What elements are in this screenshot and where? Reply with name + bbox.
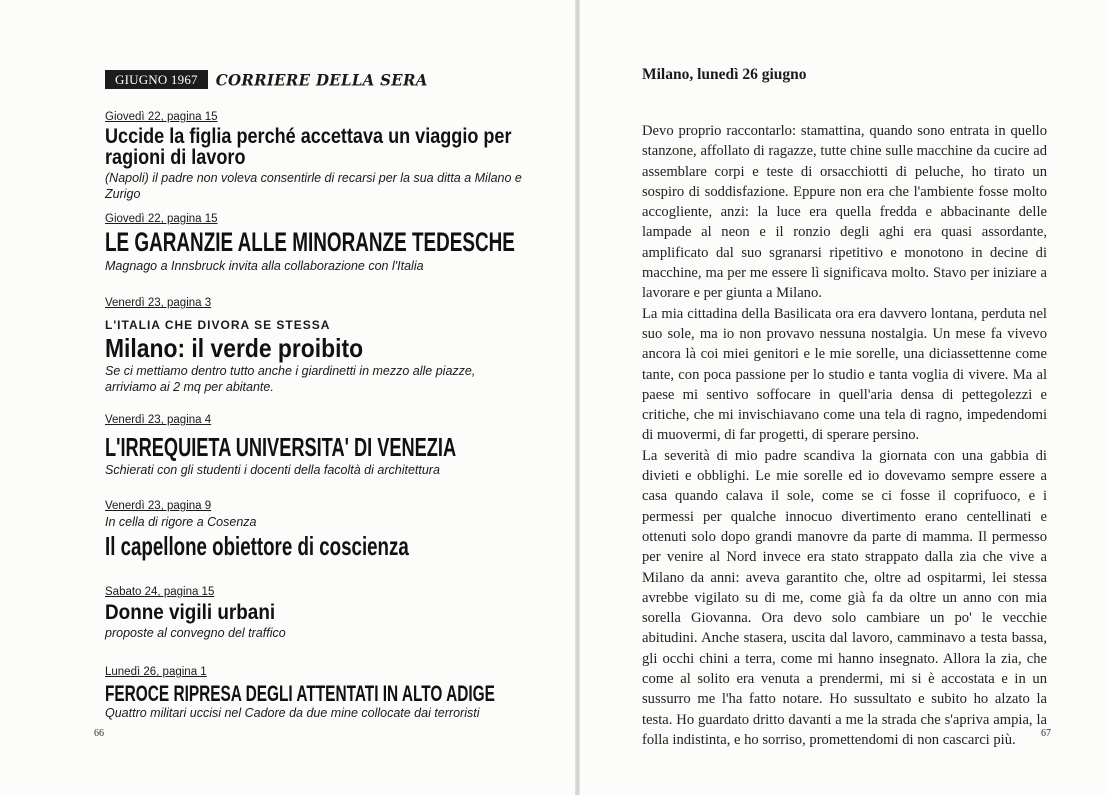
article-date: Giovedì 22, pagina 15 (105, 213, 218, 225)
article-headline: L'IRREQUIETA UNIVERSITA' DI VENEZIA (105, 432, 457, 462)
article-subtitle: Quattro militari uccisi nel Cadore da due mine collocate dai terroristi (105, 706, 480, 720)
right-page (580, 0, 1107, 795)
article-kicker: L'ITALIA CHE DIVORA SE STESSA (105, 318, 331, 332)
article-date: Venerdì 23, pagina 9 (105, 500, 212, 512)
article-headline: FEROCE RIPRESA DEGLI ATTENTATI IN ALTO ADIGE (105, 681, 495, 706)
masthead-month-label: GIUGNO 1967 (105, 70, 208, 89)
article-6 (105, 586, 525, 641)
article-4 (105, 414, 525, 478)
body-paragraph: Devo proprio raccontarlo: stamattina, quando sono entrata in quello stanzone, affollato di ragazze, tutte chine sulle macchine da cucire ad assemblare corpi e teste di orsacchiotti di peluche, ho tirato un sospiro di soddisfazione. Eppure non era che l'ambiente fosse molto accogliente, anzi: la luce era quella fredda e abbacinante delle lampade al neon e il ronzio degli aghi era quasi assordante, amplificato dal suo sgranarsi ripetitivo e monotono in decine di macchine, ma per me essere lì significava molto. Stavo per iniziare a lavorare e per giunta a Milano. (642, 123, 1047, 302)
article-2 (105, 213, 525, 274)
diary-entry-body (642, 121, 1047, 750)
article-headline: LE GARANZIE ALLE MINORANZE TEDESCHE (105, 227, 515, 257)
article-subtitle: Se ci mettiamo dentro tutto anche i giardinetti in mezzo alle piazze, arriviamo ai 2 mq per abitante. (105, 364, 476, 394)
article-subtitle: proposte al convegno del traffico (105, 626, 286, 640)
article-date: Giovedì 22, pagina 15 (105, 111, 218, 123)
masthead-newspaper-name: CORRIERE DELLA SERA (215, 70, 428, 89)
page-number-left: 66 (94, 728, 104, 739)
article-headline: Uccide la figlia perché accettava un viaggio per ragioni di lavoro (105, 125, 512, 169)
article-7 (105, 666, 525, 721)
article-date: Venerdì 23, pagina 3 (105, 297, 212, 309)
article-date: Venerdì 23, pagina 4 (105, 414, 212, 426)
article-headline: Milano: il verde proibito (105, 333, 364, 363)
article-3 (105, 297, 525, 395)
diary-entry-heading: Milano, lunedì 26 giugno (642, 66, 807, 83)
article-date: Sabato 24, pagina 15 (105, 586, 215, 598)
article-headline: Donne vigili urbani (105, 601, 276, 624)
article-5 (105, 500, 525, 560)
article-subtitle: (Napoli) il padre non voleva consentirle di recarsi per la sua ditta a Milano e Zurigo (105, 171, 522, 201)
page-number-right: 67 (1041, 728, 1051, 739)
newspaper-masthead (105, 70, 428, 89)
article-headline: Il capellone obiettore di coscienza (105, 531, 409, 561)
article-subtitle: Schierati con gli studenti i docenti della facoltà di architettura (105, 463, 440, 477)
article-1 (105, 111, 525, 202)
article-subtitle: Magnago a Innsbruck invita alla collaborazione con l'Italia (105, 259, 424, 273)
article-kicker: In cella di rigore a Cosenza (105, 515, 257, 529)
article-date: Lunedì 26, pagina 1 (105, 666, 207, 678)
body-paragraph: La mia cittadina della Basilicata ora era davvero lontana, perduta nel suo sole, ma io non provavo nessuna nostalgia. Un mese fa vivevo ancora là coi miei genitori e le mie sorelle, una diciassettenne come tante, con poca passione per lo studio e tanta voglia di vivere. Ma al paese mi sentivo soffocare in quell'aria densa di pettegolezzi e critiche, che mi invischiavano come una tela di ragno, impedendomi di muovermi, di far progetti, di sperare persino. (642, 305, 1047, 444)
body-paragraph: La severità di mio padre scandiva la giornata con una gabbia di divieti e obblighi. Le mie sorelle ed io dovevamo sempre essere a casa quando calava il sole, come se ci fosse il coprifuoco, e i permessi per qualche innocuo divertimento erano centellinati e ottenuti solo dopo grandi manovre da parte di mamma. Il permesso per venire al Nord invece era stato strappato dalla zia che vive a Milano da anni: aveva garantito che, oltre ad ospitarmi, lei stessa avrebbe vigilato su di me, come già fa da oltre un anno con mia sorella Giovanna. Ora devo solo cambiare un po' le vecchie abitudini. Anche stasera, uscita dal lavoro, camminavo a testa bassa, gli occhi chini a terra, come mi hanno insegnato. Allora la zia, che come al solito era venuta a prendermi, mi si è accostata e in un sussurro me l'ha fatto notare. Ho sussultato e subito ho alzato la testa. Ho guardato dritto davanti a me la strada che s'apriva ampia, la folla indistinta, e ho sorriso, promettendomi di non cascarci più. (642, 447, 1047, 748)
